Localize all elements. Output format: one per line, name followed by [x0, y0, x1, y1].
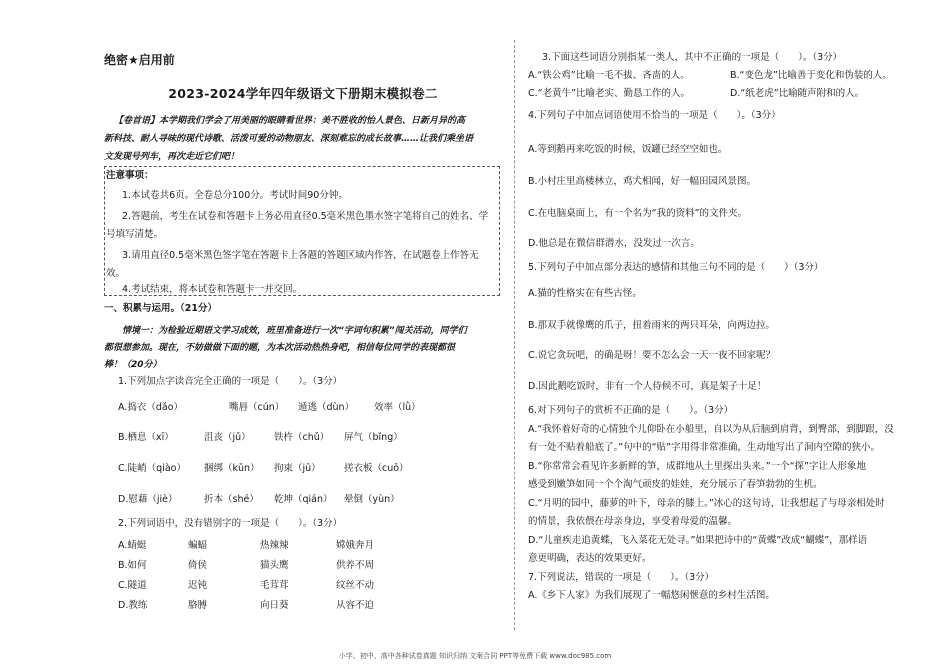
q3-opt-c: C.“老黄牛”比喻老实、勤恳工作的人。	[528, 88, 690, 99]
q2-opt-a-1: A.蜻蜓	[118, 540, 147, 551]
q4-opt-c: C.在电脑桌面上，有一个名为“我的资料”的文件夹。	[528, 208, 747, 219]
exam-title: 2023-2024学年四年级语文下册期末模拟卷二	[168, 86, 438, 101]
q2-stem: 2.下列词语中，没有错别字的一项是（ ）。（3分）	[118, 518, 343, 529]
q5-opt-a: A.猫的性格实在有些古怪。	[528, 288, 642, 299]
q1-opt-a-1: A.捣衣（dǎo）	[118, 402, 184, 413]
q2-opt-c-2: 迟钝	[188, 580, 208, 591]
q1-opt-d-4: 晕倒（yùn）	[344, 494, 400, 505]
q6-b-line-1: B.“你常常会看见许多新鲜的笋，成群地从土里探出头来。”一个“探”字让人形象地	[528, 461, 866, 472]
scenario-line-1: 情境一：为检验近期语文学习成效，班里准备进行一次“字词句积累”闯关活动，同学们	[122, 326, 467, 336]
q3-opt-d: D.“纸老虎”比喻随声附和的人。	[730, 88, 865, 99]
q2-opt-d-4: 从容不迫	[336, 600, 375, 611]
q5-opt-d: D.因此鹅吃饭时，非有一个人侍候不可，真是架子十足！	[528, 381, 767, 392]
q1-opt-b-2: 沮丧（jǔ）	[204, 432, 251, 443]
intro-line-2: 新科技、耐人寻味的现代诗歌、活泼可爱的动物朋友、深刻难忘的成长故事……让我们乘坐语	[104, 134, 474, 144]
q1-opt-d-3: 乾坤（qián）	[274, 494, 333, 505]
q1-opt-c-1: C.陡峭（qiào）	[118, 463, 186, 474]
q2-opt-a-3: 热辣辣	[260, 540, 289, 551]
q1-opt-d-2: 折本（shé）	[204, 494, 259, 505]
q2-opt-b-4: 供养不周	[336, 560, 375, 571]
scenario-line-2: 都很想参加。现在，不妨做做下面的题，为本次活动热热身吧，相信每位同学的表现都很	[104, 343, 456, 353]
q1-opt-c-4: 搓衣板（cuō）	[344, 463, 409, 474]
q2-opt-b-3: 猫头鹰	[260, 560, 289, 571]
q6-a-line-2: 有一处不贴着船底了。”句中的“贴”字用得非常准确，生动地写出了洞内空隙的狭小。	[528, 442, 881, 453]
notes-heading: 注意事项：	[106, 170, 154, 181]
q5-opt-b: B.那双手就像鹰的爪子，扭着雨来的两只耳朵，向两边拉。	[528, 320, 776, 331]
q4-opt-b: B.小村庄里高楼林立，鸡犬相闻，好一幅田园风景图。	[528, 176, 757, 187]
q1-opt-a-3: 遁逃（dùn）	[298, 402, 355, 413]
q2-opt-c-4: 纹丝不动	[336, 580, 375, 591]
note-line-1: 1.本试卷共6页。全卷总分100分。考试时间90分钟。	[122, 190, 348, 201]
secret-label: 绝密★启用前	[104, 53, 175, 67]
q6-d-line-1: D.“儿童疾走追黄蝶，飞入菜花无处寻。”如果把诗中的“黄蝶”改成“蝴蝶”，那样语	[528, 535, 868, 546]
q6-stem: 6.对下列句子的赏析不正确的是（ ）。（3分）	[528, 405, 734, 416]
q1-opt-b-4: 屏气（bǐng）	[344, 432, 403, 443]
q2-opt-b-1: B.如何	[118, 560, 147, 571]
note-line-6: 4.考试结束，将本试卷和答题卡一并交回。	[122, 284, 303, 295]
scenario-line-3: 棒！（20分）	[104, 360, 162, 370]
q6-c-line-1: C.“月明的园中，藤萝的叶下，母亲的膝上。”冰心的这句诗，让我想起了与母亲相处时	[528, 498, 885, 509]
note-line-4: 3.请用直径0.5毫米黑色签字笔在答题卡上各题的答题区域内作答，在试题卷上作答无	[122, 250, 479, 261]
note-line-3: 号填写清楚。	[106, 229, 164, 240]
q1-opt-a-4: 效率（lǜ）	[374, 402, 421, 413]
notes-box	[104, 166, 500, 296]
q6-d-line-2: 意更明确，表达的效果更好。	[528, 553, 652, 564]
q4-stem: 4.下列句子中加点词语使用不恰当的一项是（ ）。（3分）	[528, 110, 781, 121]
q2-opt-d-1: D.教练	[118, 600, 148, 611]
q1-opt-a-2: 嘴唇（cún）	[229, 402, 285, 413]
note-line-2: 2.答题前，考生在试卷和答题卡上务必用直径0.5毫米黑色墨水签字笔将自己的姓名、学	[122, 211, 489, 222]
q4-opt-a: A.等到鹅再来吃饭的时候，饭罐已经空空如也。	[528, 144, 728, 155]
q7-stem: 7.下列说法，错误的一项是（ ）。（3分）	[528, 572, 715, 583]
q1-stem: 1.下列加点字读音完全正确的一项是（ ）。（3分）	[118, 376, 343, 387]
q2-opt-d-2: 胳膊	[188, 600, 208, 611]
q5-stem: 5.下列句子中加点部分表达的感情和其他三句不同的是（ ）（3分）	[528, 262, 824, 273]
q2-opt-c-1: C.隧道	[118, 580, 147, 591]
q2-opt-c-3: 毛茸茸	[260, 580, 289, 591]
q3-opt-b: B.“变色龙”比喻善于变化和伪装的人。	[730, 70, 892, 81]
intro-line-3: 文发现号列车，再次走近它们吧！	[104, 152, 240, 162]
q2-opt-d-3: 向日葵	[260, 600, 289, 611]
column-divider	[514, 40, 515, 630]
q1-opt-b-1: B.栖息（xī）	[118, 432, 174, 443]
footer-note: 小学、初中、高中各种试卷真题 知识归纳 文案合同 PPT等免费下载 www.doc985.com	[338, 652, 612, 660]
q6-c-line-2: 的情景，我依偎在母亲身边，享受着母爱的温馨。	[528, 516, 738, 527]
q6-a-line-1: A.“我怀着好奇的心情独个儿仰卧在小船里，自以为从后脑到肩背，到臀部，到脚跟，没	[528, 424, 894, 435]
q1-opt-c-3: 拘束（jū）	[274, 463, 321, 474]
q2-opt-a-2: 蝙蝠	[188, 540, 208, 551]
note-line-5: 效。	[106, 268, 126, 279]
q1-opt-b-3: 铁杵（chǔ）	[274, 432, 330, 443]
q7-opt-a: A.《乡下人家》为我们展现了一幅悠闲惬意的乡村生活图。	[528, 590, 775, 601]
q2-opt-b-2: 倚侯	[188, 560, 208, 571]
q1-opt-d-1: D.慰藉（jiè）	[118, 494, 178, 505]
q3-opt-a: A.“铁公鸡”比喻一毛不拔、吝啬的人。	[528, 70, 690, 81]
q2-opt-a-4: 嫦娥奔月	[336, 540, 375, 551]
q4-opt-d: D.他总是在微信群潜水，没发过一次言。	[528, 238, 700, 249]
q3-stem: 3.下面这些词语分别指某一类人，其中不正确的一项是（ ）。（3分）	[542, 52, 843, 63]
section1-heading: 一、积累与运用。（21分）	[104, 303, 217, 314]
q6-b-line-2: 感受到嫩笋如同一个个淘气顽皮的娃娃，充分展示了春笋勃勃的生机。	[528, 479, 823, 490]
q5-opt-c: C.说它贪玩吧，的确是呀！要不怎么会一天一夜不回家呢？	[528, 350, 776, 361]
intro-line-1: 【卷首语】本学期我们学会了用美丽的眼睛看世界：美不胜收的怡人景色、日新月异的高	[114, 116, 466, 126]
q1-opt-c-2: 捆绑（kǔn）	[204, 463, 260, 474]
